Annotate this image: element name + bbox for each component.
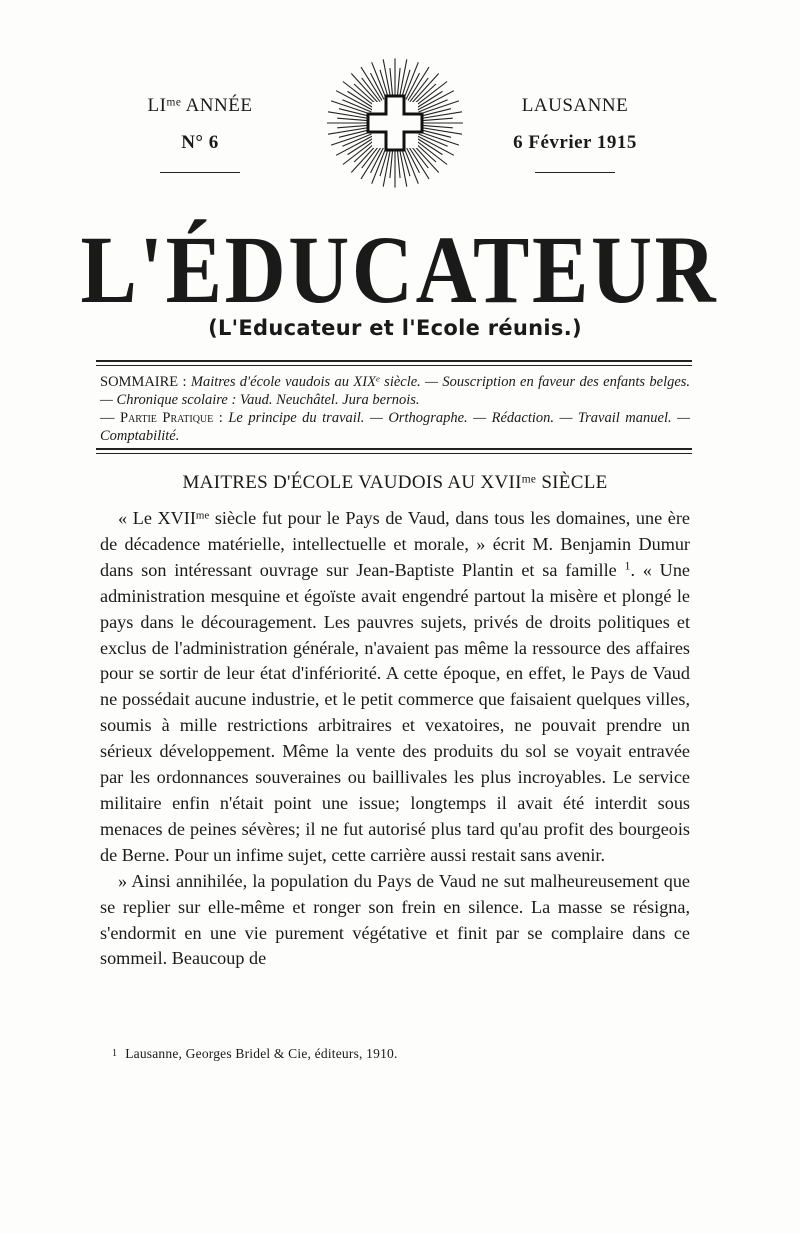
toc-item-souscription: Souscription en faveur des enfants belges. — bbox=[100, 374, 691, 408]
newspaper-title: L'ÉDUCATEUR bbox=[80, 216, 719, 323]
issue-number: N° 6 bbox=[181, 132, 219, 153]
article-body bbox=[100, 506, 690, 972]
sommaire-bottom-rule bbox=[96, 448, 692, 454]
sommaire-top-rule bbox=[96, 360, 692, 366]
header-rule-left bbox=[160, 172, 240, 173]
footnote-reference: 1 bbox=[624, 558, 631, 573]
toc-partie-pratique-label: Partie Pratique : bbox=[120, 410, 223, 426]
article-paragraph-2: » Ainsi annihilée, la population du Pays de Vaud ne sut malheureusement que se replier sur elle-même et ronger son frein en silence. La masse se résigna, s'endormit en une vie purement végétative et finit par se complaire dans ce sommeil. Beaucoup de bbox=[100, 870, 690, 969]
footnote-text: Lausanne, Georges Bridel & Cie, éditeurs, 1910. bbox=[125, 1046, 398, 1061]
toc-item-chronique: Chronique scolaire : bbox=[116, 392, 237, 408]
toc-item-chronique-places: Vaud. Neuchâtel. Jura bernois. bbox=[239, 392, 420, 408]
toc-partie-pratique-items: Le principe du travail. — Orthographe. — Rédaction. — Travail manuel. — Comptabilité. bbox=[100, 410, 691, 444]
issue-date: 6 Février 1915 bbox=[513, 132, 637, 153]
footnote bbox=[112, 1046, 692, 1062]
article-paragraph-1: « Le $XVII^{me}$ siècle fut pour le Pays de Vaud, dans tous les domaines, une ère de décadence matérielle, intellectuelle et morale, » écrit M. Benjamin Dumur dans son intéressant ouvrage sur Jean-Baptiste Plantin et sa famille $^1$. « Une administration mesquine et égoïste avait engendré partout la misère et plongé le pays dans le découragement. Les pauvres sujets, privés de droits politiques et exclus de l'administration générale, n'avaient pas même la ressource des affaires pour se sortir de leur état d'infériorité. A cette époque, en effet, le Pays de Vaud ne possédait aucune industrie, et le petit commerce que faisaient quelques villes, soumis à mille restrictions arbitraires et vexatoires, ne pouvait prendre un sérieux développement. Même la vente des produits du sol se voyait entravée par les ordonnances souveraines ou baillivales les plus incroyables. Le service militaire enfin n'était point une issue; longtemps il avait été interdit sous menaces de peines sévères; il ne fut autorisé plus tard qu'au profit des bourgeois de Berne. Pour un infime sujet, cette carrière aussi restait sans avenir. bbox=[100, 508, 690, 865]
sommaire-label: SOMMAIRE : bbox=[100, 374, 187, 390]
toc-part-prefix: — bbox=[100, 410, 121, 426]
footnote-number: 1 bbox=[112, 1048, 118, 1059]
place-date-block bbox=[500, 96, 650, 173]
year-label: $LI^{me}$ ANNÉE bbox=[147, 95, 253, 116]
swiss-cross-sunburst-icon bbox=[322, 56, 468, 196]
table-of-contents bbox=[100, 373, 690, 445]
header-rule-right bbox=[535, 172, 615, 173]
newspaper-subtitle: (L'Educateur et l'Ecole réunis.) bbox=[208, 316, 582, 340]
article-title: MAITRES D'ÉCOLE VAUDOIS AU $XVII^{me}$ SIÈCLE bbox=[182, 472, 608, 493]
year-issue-block bbox=[130, 96, 270, 173]
city-label: LAUSANNE bbox=[521, 95, 629, 116]
toc-item-maitres: Maitres d'école vaudois au XIXe siècle. — bbox=[190, 373, 439, 390]
